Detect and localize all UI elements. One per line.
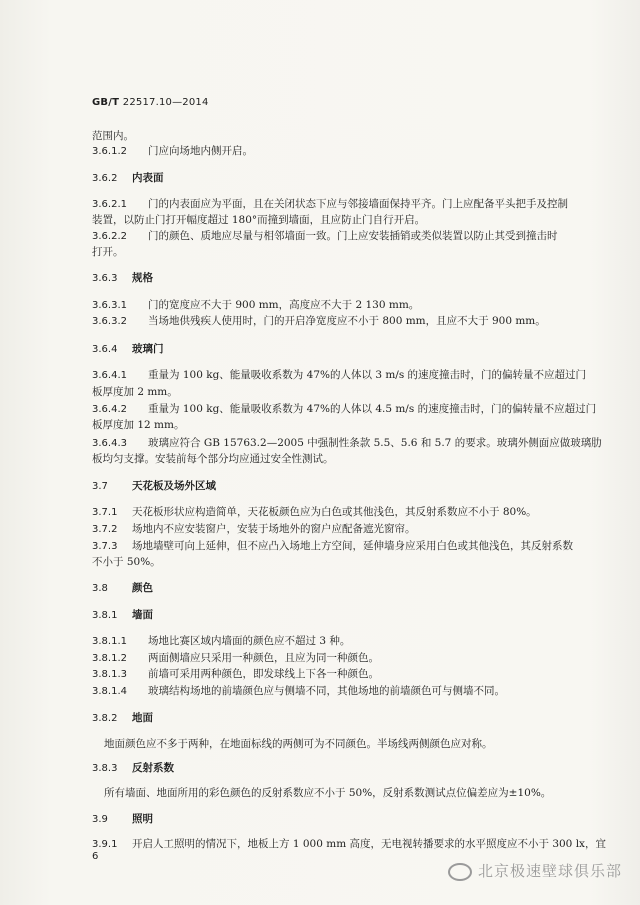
- section-heading: 规格: [132, 272, 153, 284]
- wechat-icon: [448, 863, 472, 881]
- clause-continuation: [92, 130, 134, 143]
- clause-line: [92, 403, 596, 416]
- clause-text: 不小于 50%。: [92, 556, 161, 568]
- clause-text: 板厚度加 2 mm。: [92, 386, 178, 398]
- clause-number: 3.8: [92, 583, 108, 594]
- clause-text: 开启人工照明的情况下，地板上方 1 000 mm 高度，无电视转播要求的水平照度应不小于 300 lx，宜: [132, 838, 606, 850]
- clause-line: [92, 343, 164, 356]
- clause-number: 3.8.1.1: [92, 636, 127, 647]
- section-heading: 内表面: [132, 172, 164, 184]
- clause-continuation: [92, 453, 334, 466]
- clause-text: 场地比赛区域内墙面的颜色应不超过 3 种。: [148, 635, 351, 647]
- clause-line: [92, 652, 379, 665]
- clause-continuation: [92, 419, 184, 432]
- clause-text: 当场地供残疾人使用时，门的开启净宽度应不小于 800 mm，且应不大于 900 mm。: [148, 315, 546, 327]
- clause-text: 板均匀支撑。安装前每个部分均应通过安全性测试。: [92, 453, 334, 465]
- clause-text: 门的内表面应为平面，且在关闭状态下应与邻接墙面保持平齐。门上应配备平头把手及控制: [148, 198, 568, 210]
- clause-line: [92, 582, 153, 595]
- clause-line: [92, 198, 568, 211]
- clause-text: 打开。: [92, 246, 124, 258]
- clause-number: 3.6.2: [92, 173, 118, 184]
- watermark: [448, 860, 622, 881]
- clause-line: [92, 609, 153, 622]
- clause-text: 板厚度加 12 mm。: [92, 419, 185, 431]
- clause-number: 3.7.3: [92, 541, 118, 552]
- clause-line: [92, 437, 602, 450]
- standard-prefix: GB/T: [92, 97, 120, 108]
- section-heading: 天花板及场外区域: [132, 480, 216, 492]
- clause-line: [92, 480, 216, 493]
- clause-number: 3.7.2: [92, 524, 118, 535]
- clause-number: 3.8.3: [92, 763, 118, 774]
- clause-line: [92, 813, 153, 826]
- clause-number: 3.9: [92, 814, 108, 825]
- section-heading: 颜色: [132, 582, 153, 594]
- clause-line: [92, 145, 253, 158]
- clause-text: 所有墙面、地面所用的彩色颜色的反射系数应不小于 50%，反射系数测试点位偏差应为±10%。: [104, 787, 552, 799]
- clause-text: 装置，以防止门打开幅度超过 180°而撞到墙面，且应防止门自行开启。: [92, 214, 426, 226]
- clause-number: 3.6.3.2: [92, 316, 127, 327]
- clause-number: 3.6.3.1: [92, 300, 127, 311]
- page-number: 6: [92, 851, 99, 862]
- clause-number: 3.6.4: [92, 344, 118, 355]
- clause-text: 玻璃应符合 GB 15763.2—2005 中强制性条款 5.5、5.6 和 5.7 的要求。玻璃外侧面应做玻璃肋: [148, 437, 602, 449]
- clause-line: [92, 685, 505, 698]
- clause-text: 重量为 100 kg、能量吸收系数为 47%的人体以 3 m/s 的速度撞击时，门的偏转量不应超过门: [148, 369, 587, 381]
- clause-number: 3.7.1: [92, 507, 118, 518]
- clause-number: 3.6.1.2: [92, 146, 127, 157]
- clause-line: [92, 315, 546, 328]
- clause-text: 门的宽度应不大于 900 mm，高度应不大于 2 130 mm。: [148, 299, 420, 311]
- watermark-text: 北京极速壁球俱乐部: [477, 862, 622, 880]
- clause-number: 3.8.1.3: [92, 669, 127, 680]
- section-heading: 反射系数: [132, 762, 174, 774]
- clause-line: [92, 299, 419, 312]
- clause-line: [92, 506, 537, 519]
- clause-line: [92, 523, 416, 536]
- section-heading: 玻璃门: [132, 343, 164, 355]
- clause-line: [92, 172, 164, 185]
- clause-number: 3.9.1: [92, 839, 118, 850]
- clause-line: [92, 230, 558, 243]
- clause-text: 门应向场地内侧开启。: [148, 145, 253, 157]
- clause-line: [92, 540, 573, 553]
- clause-line: [92, 369, 586, 382]
- clause-line: [92, 712, 153, 725]
- clause-continuation: [92, 214, 425, 227]
- clause-number: 3.6.4.2: [92, 404, 127, 415]
- clause-line: [92, 668, 379, 681]
- clause-number: 3.8.1.2: [92, 653, 127, 664]
- clause-line: [92, 635, 350, 648]
- clause-number: 3.7: [92, 481, 108, 492]
- section-heading: 地面: [132, 712, 153, 724]
- clause-continuation: [92, 386, 178, 399]
- clause-text: 范围内。: [92, 130, 134, 142]
- clause-text: 重量为 100 kg、能量吸收系数为 47%的人体以 4.5 m/s 的速度撞击时，门的偏转量不应超过门: [148, 403, 597, 415]
- clause-number: 3.6.4.1: [92, 370, 127, 381]
- clause-number: 3.6.3: [92, 273, 118, 284]
- clause-text: 门的颜色、质地应尽量与相邻墙面一致。门上应安装插销或类似装置以防止其受到撞击时: [148, 230, 558, 242]
- clause-text: 前墙可采用两种颜色，即发球线上下各一种颜色。: [148, 668, 379, 680]
- clause-continuation: [104, 738, 493, 751]
- clause-text: 场地内不应安装窗户，安装于场地外的窗户应配备遮光窗帘。: [132, 523, 416, 535]
- clause-text: 玻璃结构场地的前墙颜色应与侧墙不同，其他场地的前墙颜色可与侧墙不同。: [148, 685, 505, 697]
- clause-continuation: [92, 556, 161, 569]
- clause-line: [92, 762, 174, 775]
- clause-continuation: [92, 246, 124, 259]
- standard-number: [92, 97, 209, 108]
- clause-text: 天花板形状应构造简单，天花板颜色应为白色或其他浅色，其反射系数应不小于 80%。: [132, 506, 537, 518]
- clause-number: 3.8.1: [92, 610, 118, 621]
- clause-text: 两面侧墙应只采用一种颜色，且应为同一种颜色。: [148, 652, 379, 664]
- clause-number: 3.6.2.2: [92, 231, 127, 242]
- clause-continuation: [104, 787, 551, 800]
- clause-number: 3.8.2: [92, 713, 118, 724]
- clause-number: 3.8.1.4: [92, 686, 127, 697]
- clause-line: [92, 272, 153, 285]
- clause-number: 3.6.4.3: [92, 438, 127, 449]
- clause-number: 3.6.2.1: [92, 199, 127, 210]
- clause-line: [92, 838, 606, 851]
- clause-text: 场地墙壁可向上延伸，但不应凸入场地上方空间，延伸墙身应采用白色或其他浅色，其反射系数: [132, 540, 573, 552]
- section-heading: 照明: [132, 813, 153, 825]
- clause-text: 地面颜色应不多于两种，在地面标线的两侧可为不同颜色。半场线两侧颜色应对称。: [104, 738, 493, 750]
- section-heading: 墙面: [132, 609, 153, 621]
- standard-code: 22517.10—2014: [122, 97, 209, 108]
